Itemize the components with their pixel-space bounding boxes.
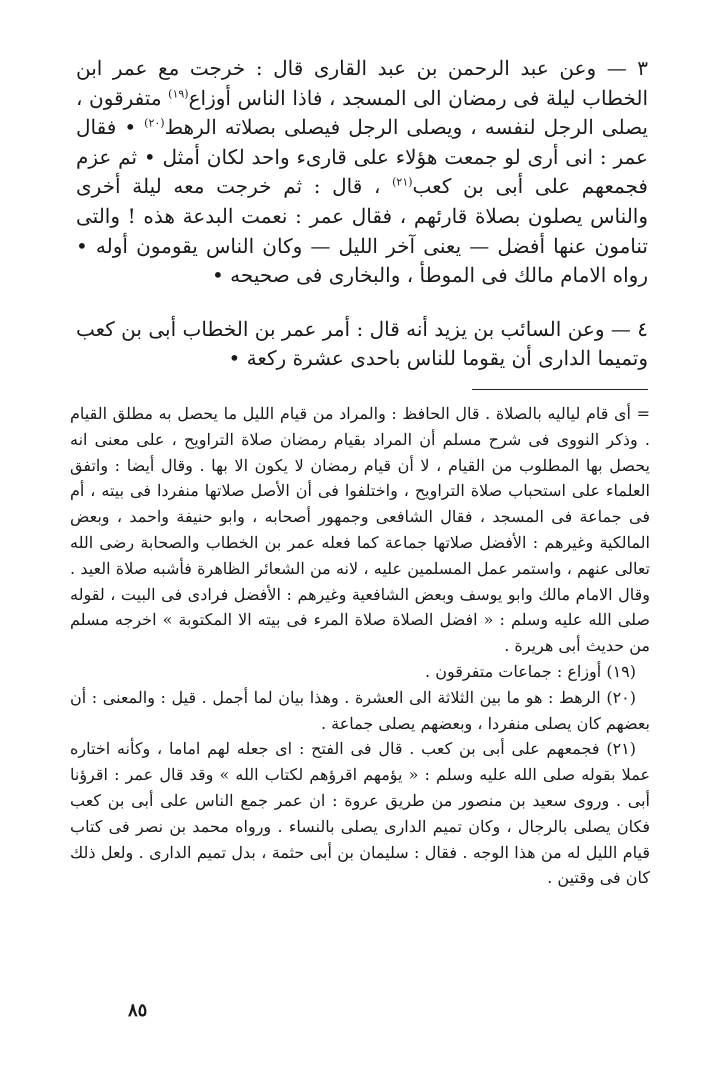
footnote-continuation: = أى قام لياليه بالصلاة . قال الحافظ : والمراد من قيام الليل ما يحصل به مطلق القيام . وذكر النووى فى شرح مسلم أن المراد بقيام رمضان صلاة التراويح ، على معنى انه يحصل بها المطلوب من القيام ، لا أن قيام رمضان لا يكون الا بها . وقال أيضا : واتفق العلماء على استحباب صلاة التراويح ، واختلفوا فى أن الأصل صلاتها منفردا فى بيته ، أم فى جماعة فى المسجد ، فقال الشافعى وجمهور أصحابه ، وابو حنيفة واحمد ، وبعض المالكية وغيرهم : الأفضل صلاتها جماعة كما فعله عمر بن الخطاب والصحابة رضى الله تعالى عنهم ، واستمر عمل المسلمين عليه ، لانه من الشعائر الظاهرة فأشبه صلاة العيد . وقال الامام مالك وابو يوسف وبعض الشافعية وغيرهم : الأفضل فرادى فى البيت ، لقوله صلى الله عليه وسلم : « افضل الصلاة صلاة المرء فى بيته الا المكتوبة » اخرجه مسلم من حديث أبى هريرة .: [70, 404, 650, 656]
footnote-21: (٢١) فجمعهم على أبى بن كعب . قال فى الفتح : اى جعله لهم اماما ، وكأنه اختاره عملا بقوله صلى الله عليه وسلم : « يؤمهم اقرؤهم لكتاب الله » وقد قال عمر : اقرؤنا أبى . وروى سعيد بن منصور من طريق عروة : ان عمر جمع الناس على أبى بن كعب فكان يصلى بالرجال ، وكان تميم الدارى يصلى بالنساء . ورواه محمد بن نصر فى كتاب قيام الليل له من هذا الوجه . فقال : سليمان بن أبى حثمة ، بدل تميم الدارى . ولعل ذلك كان فى وقتين .: [70, 739, 651, 888]
footnote-ref-20: (٢٠): [144, 116, 165, 130]
page-number: ٨٥: [128, 1000, 148, 1021]
footnote-ref-19: (١٩): [168, 86, 189, 100]
footnotes: [70, 401, 650, 891]
footnote-separator: [472, 389, 648, 390]
paragraph-3: ٣ — وعن عبد الرحمن بن عبد القارى قال : خرجت مع عمر ابن الخطاب ليلة فى رمضان الى المسجد ، فاذا الناس أوزاع$^{(١٩)}$ متفرقون ، يصلى الرجل لنفسه ، ويصلى الرجل فيصلى بصلاته الرهط$^{(٢٠)}$ • فقال عمر : انى أرى لو جمعت هؤلاء على قارىء واحد لكان أمثل • ثم عزم فجمعهم على أبى بن كعب$^{(٢١)}$ ، قال : ثم خرجت معه ليلة أخرى والناس يصلون بصلاة قارئهم ، فقال عمر : نعمت البدعة هذه ! والتى تنامون عنها أفضل — يعنى آخر الليل — وكان الناس يقومون أوله • رواه الامام مالك فى الموطأ ، والبخارى فى صحيحه •: [76, 56, 649, 288]
footnote-ref-21: (٢١): [392, 175, 413, 189]
footnote-20: (٢٠) الرهط : هو ما بين الثلاثة الى العشرة . وهذا بيان لما أجمل . قيل : والمعنى : أن بعضهم كان يصلى منفردا ، وبعضهم يصلى جماعة .: [70, 687, 650, 733]
main-text: [76, 54, 648, 374]
paragraph-4: ٤ — وعن السائب بن يزيد أنه قال : أمر عمر بن الخطاب أبى بن كعب وتميما الدارى أن يقوما للناس باحدى عشرة ركعة •: [76, 316, 648, 371]
footnote-19: (١٩) أوزاع : جماعات متفرقون .: [425, 661, 636, 681]
